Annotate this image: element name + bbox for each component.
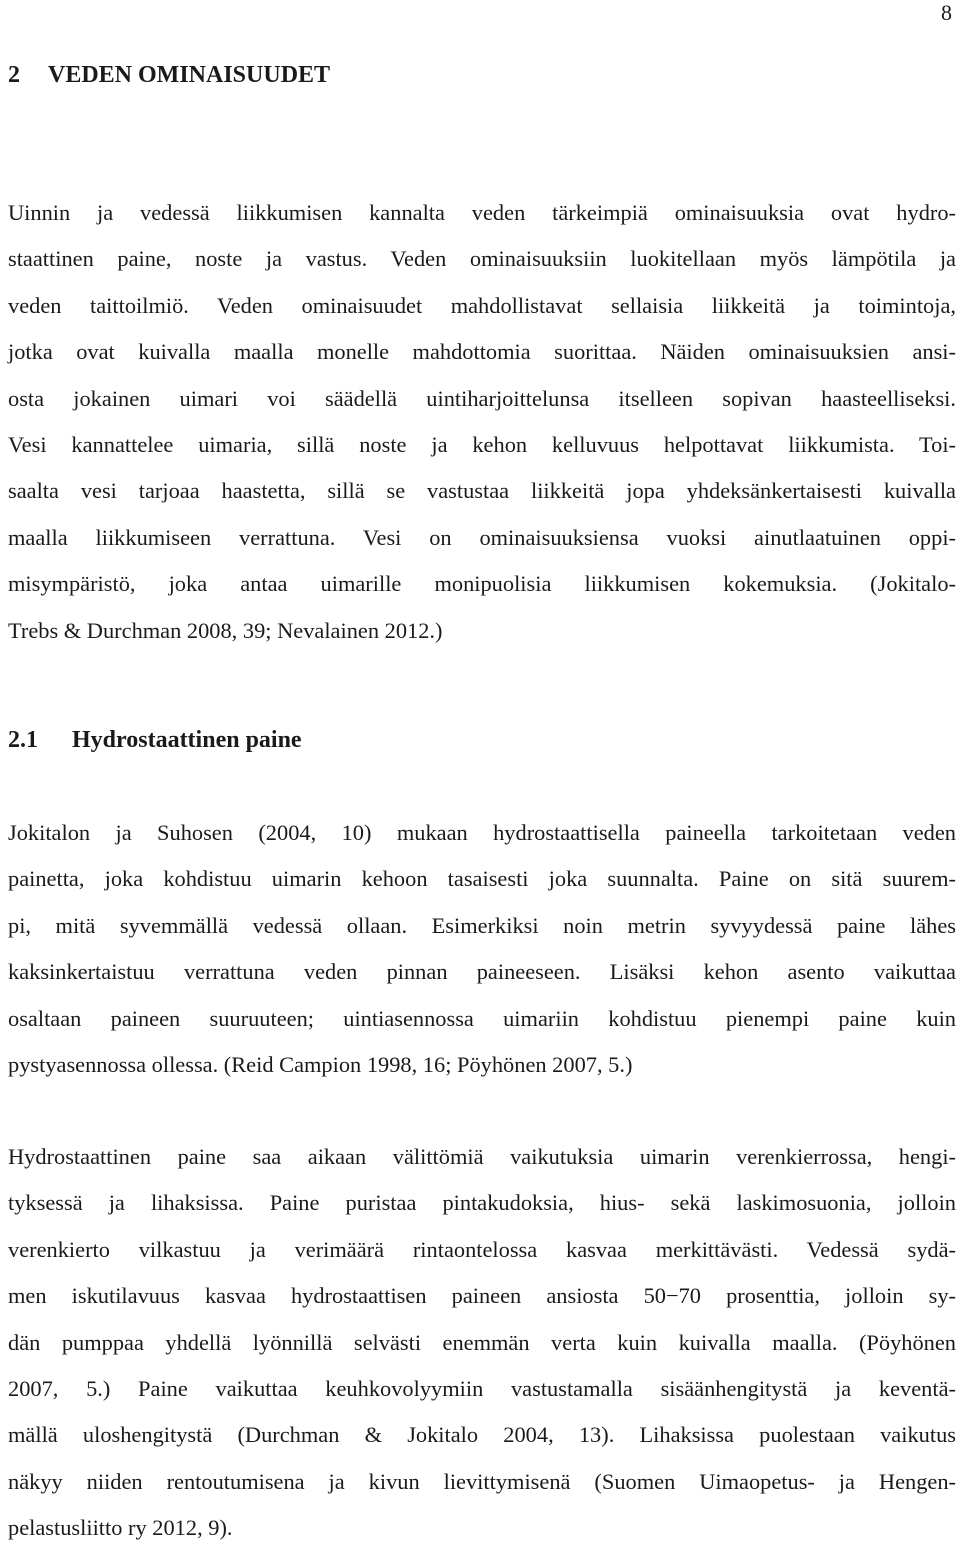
paragraph-line: osaltaan paineen suuruuteen; uintiasennossa uimariin kohdistuu pienempi paine kuin — [8, 1005, 956, 1031]
section-number: 2 — [8, 62, 20, 88]
paragraph-line: pi, mitä syvemmällä vedessä ollaan. Esimerkiksi noin metrin syvyydessä paine lähes — [8, 912, 956, 938]
page-number: 8 — [941, 0, 952, 25]
paragraph-line: 2007, 5.) Paine vaikuttaa keuhkovolyymiin vastustamalla sisäänhengitystä ja keventä- — [8, 1376, 956, 1402]
paragraph-line: kaksinkertaistuu verrattuna veden pinnan paineeseen. Lisäksi kehon asento vaikuttaa — [8, 959, 956, 985]
paragraph-line: Uinnin ja vedessä liikkumisen kannalta veden tärkeimpiä ominaisuuksia ovat hydro- — [8, 200, 956, 225]
paragraph-line: osta jokainen uimari voi säädellä uintiharjoittelunsa itselleen sopivan haasteelliseksi. — [8, 385, 956, 411]
paragraph-line: pelastusliitto ry 2012, 9). — [8, 1515, 233, 1541]
pressure-paragraph-1 — [8, 810, 956, 1088]
pressure-paragraph-2 — [8, 1134, 956, 1552]
paragraph-line: Vesi kannattelee uimaria, sillä noste ja kehon kelluvuus helpottavat liikkumista. Toi- — [8, 432, 956, 458]
intro-paragraph — [8, 190, 956, 654]
section-title: VEDEN OMINAISUUDET — [48, 62, 331, 88]
paragraph-line: dän pumppaa yhdellä lyönnillä selvästi enemmän verta kuin kuivalla maalla. (Pöyhönen — [8, 1329, 956, 1355]
paragraph-line: näkyy niiden rentoutumisena ja kivun lievittymisenä (Suomen Uimaopetus- ja Hengen- — [8, 1468, 956, 1494]
paragraph-line: veden taittoilmiö. Veden ominaisuudet mahdollistavat sellaisia liikkeitä ja toimintoja, — [8, 292, 956, 318]
subsection-title: Hydrostaattinen paine — [72, 727, 302, 753]
paragraph-line: maalla liikkumiseen verrattuna. Vesi on ominaisuuksiensa vuoksi ainutlaatuinen oppi- — [8, 524, 956, 550]
paragraph-line: staattinen paine, noste ja vastus. Veden ominaisuuksiin luokitellaan myös lämpötila ja — [8, 246, 956, 272]
subsection-number: 2.1 — [8, 727, 38, 753]
section-heading — [8, 60, 330, 90]
paragraph-line: misympäristö, joka antaa uimarille monipuolisia liikkumisen kokemuksia. (Jokitalo- — [8, 571, 956, 597]
paragraph-line: verenkierto vilkastuu ja verimäärä rintaontelossa kasvaa merkittävästi. Vedessä sydä- — [8, 1236, 956, 1262]
paragraph-line: pystyasennossa ollessa. (Reid Campion 1998, 16; Pöyhönen 2007, 5.) — [8, 1052, 633, 1078]
paragraph-line: painetta, joka kohdistuu uimarin kehoon tasaisesti joka suunnalta. Paine on sitä suurem- — [8, 866, 956, 892]
paragraph-line: jotka ovat kuivalla maalla monelle mahdottomia suorittaa. Näiden ominaisuuksien ansi- — [8, 339, 956, 365]
paragraph-line: Trebs & Durchman 2008, 39; Nevalainen 2012.) — [8, 617, 443, 643]
paragraph-line: Hydrostaattinen paine saa aikaan välittömiä vaikutuksia uimarin verenkierrossa, hengi- — [8, 1144, 956, 1169]
paragraph-line: Jokitalon ja Suhosen (2004, 10) mukaan hydrostaattisella paineella tarkoitetaan veden — [8, 820, 956, 845]
paragraph-line: saalta vesi tarjoaa haastetta, sillä se vastustaa liikkeitä jopa yhdeksänkertaisesti kuivalla — [8, 478, 956, 504]
paragraph-line: men iskutilavuus kasvaa hydrostaattisen paineen ansiosta 50−70 prosenttia, jolloin sy- — [8, 1283, 956, 1309]
paragraph-line: tyksessä ja lihaksissa. Paine puristaa pintakudoksia, hius- sekä laskimosuonia, jolloin — [8, 1190, 956, 1216]
paragraph-line: mällä uloshengitystä (Durchman & Jokitalo 2004, 13). Lihaksissa puolestaan vaikutus — [8, 1422, 956, 1448]
subsection-heading — [8, 725, 302, 755]
